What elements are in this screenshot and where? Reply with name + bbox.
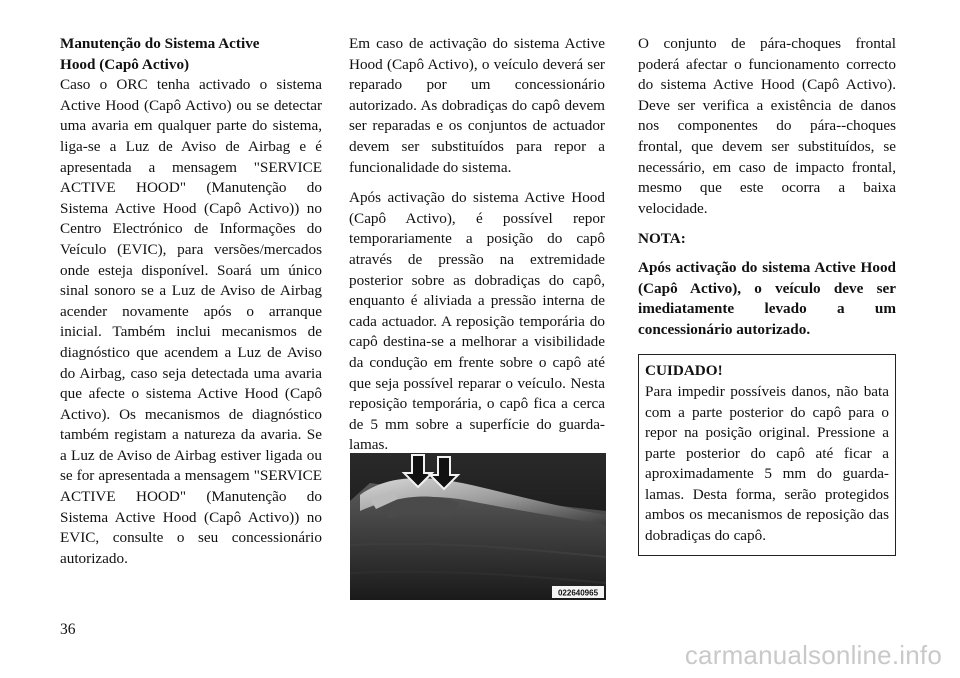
column-3-paragraph-1: O conjunto de pára-choques frontal poderá afectar o funcionamento correcto do sistema Active Hood (Capô Activo). Deve ser verifica a existência de danos nos componentes do pára--choques frontal, que devem ser substituídos, se necessário, em caso de impacto frontal, mesmo que este ocorra a baixa velocidade. xyxy=(638,35,896,217)
section-title xyxy=(60,34,322,75)
section-title-line1: Manutenção do Sistema Active xyxy=(60,35,260,52)
section-title-line2: Hood (Capô Activo) xyxy=(60,55,190,73)
figure-code: 022640965 xyxy=(557,588,599,598)
column-1-body: Caso o ORC tenha activado o sistema Active Hood (Capô Activo) ou se detectar uma avaria em qualquer parte do sistema, liga-se a Luz de Aviso de Airbag e é apresentada a mensagem "SERVICE ACTIVE HOOD" (Manutenção do Sistema Active Hood (Capô Activo)) no Centro Electrónico de Informações do Veículo (EVIC), para versões/mercados onde esteja disponível. Soará um único sinal sonoro se a Luz de Aviso de Airbag acender novamente após o arranque inicial. Também inclui mecanismos de diagnóstico que acendem a Luz de Aviso do Airbag, caso seja detectada uma avaria que afecte o sistema Active Hood (Capô Activo). Os mecanismos de diagnóstico também registam a natureza da avaria. Se a Luz de Aviso de Airbag estiver ligada ou se for apresentada a mensagem "SERVICE ACTIVE HOOD" (Manutenção do Sistema Active Hood (Capô Activo)) no EVIC, consulte o seu concessionário autorizado. xyxy=(60,76,322,567)
column-2 xyxy=(349,34,605,466)
caution-box xyxy=(638,354,896,555)
page-number: 36 xyxy=(60,621,76,638)
caution-heading: CUIDADO! xyxy=(645,362,723,380)
note-heading: NOTA: xyxy=(638,230,686,248)
watermark: carmanualsonline.info xyxy=(684,640,942,670)
column-2-paragraph-2: Após activação do sistema Active Hood (Capô Activo), é possível repor temporariamente a posição do capô através de pressão na extremidade posterior sobre as dobradiças do capô, enquanto é aliviada a pressão interna de cada actuador. A reposição temporária do capô destina-se a melhorar a visibilidade da condução em frente sobre o capô até que seja possível reparar o veículo. Nesta reposição temporária, o capô fica a cerca de 5 mm sobre a superfície do guarda-lamas. xyxy=(349,189,605,454)
column-1 xyxy=(60,34,322,569)
note-body: Após activação do sistema Active Hood (Capô Activo), o veículo deve ser imediatamente levado a um concessionário autorizado. xyxy=(638,258,896,338)
hood-figure xyxy=(350,453,606,600)
caution-body: Para impedir possíveis danos, não bata com a parte posterior do capô para o repor na posição original. Pressione a parte posterior do capô até ficar a aproximadamente 5 mm do guarda-lamas. Desta forma, serão protegidos ambos os mecanismos de reposição das dobradiças do capô. xyxy=(645,382,889,545)
hood-press-arrows-photo-icon xyxy=(350,453,606,600)
column-2-paragraph-1: Em caso de activação do sistema Active Hood (Capô Activo), o veículo deverá ser reparado por um concessionário autorizado. As dobradiças do capô devem ser reparadas e os conjuntos de actuador devem ser substituídos para repor a funcionalidade do sistema. xyxy=(349,35,605,176)
column-3 xyxy=(638,34,896,556)
